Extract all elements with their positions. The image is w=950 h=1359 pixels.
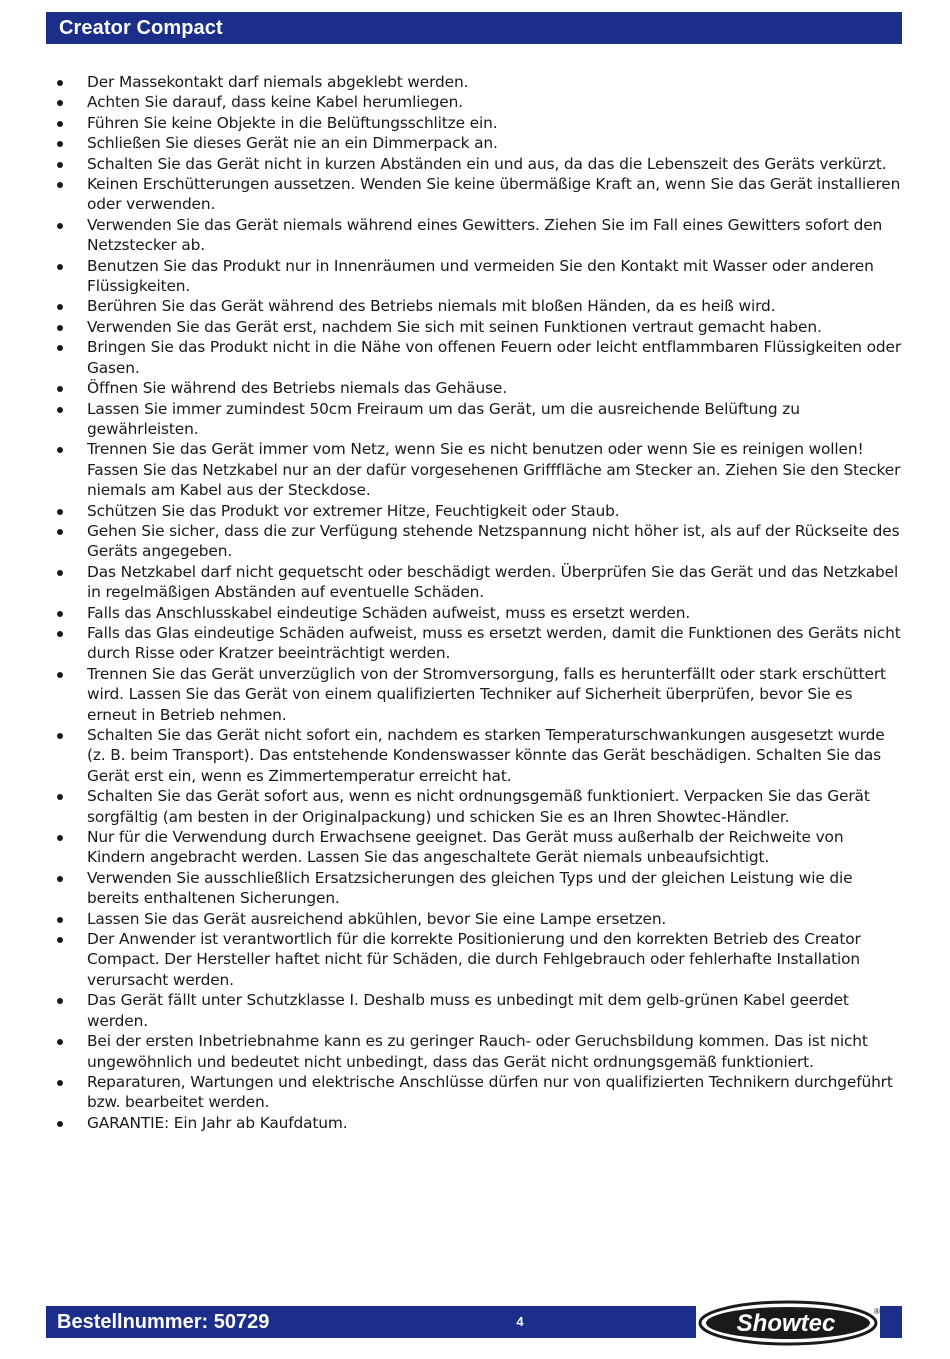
bullet-icon — [57, 794, 63, 800]
bullet-item — [50, 174, 902, 215]
bullet-item — [50, 337, 902, 378]
bullet-text: Keinen Erschütterungen aussetzen. Wenden Sie keine übermäßige Kraft an, wenn Sie das Gerät installieren oder verwenden. — [87, 175, 901, 214]
bullet-icon — [57, 570, 63, 576]
bullet-text: Verwenden Sie ausschließlich Ersatzsicherungen des gleichen Typs und der gleichen Leistung wie die bereits enthaltenen Sicherungen. — [87, 868, 853, 908]
registered-mark: ® — [874, 1307, 880, 1316]
page-header — [46, 12, 902, 44]
bullet-text: Der Massekontakt darf niemals abgeklebt werden. — [87, 73, 469, 91]
logo-text: Showtec — [736, 1310, 836, 1337]
bullet-icon — [57, 835, 63, 841]
bullet-icon — [57, 325, 63, 331]
bullet-item — [50, 1031, 902, 1072]
bullet-text: Trennen Sie das Gerät immer vom Netz, wenn Sie es nicht benutzen oder wenn Sie es reinigen wollen! Fassen Sie das Netzkabel nur an der dafür vorgesehenen Grifffläche am Stecker an. Ziehen Sie den Stecker niemals am Kabel aus der Steckdose. — [87, 440, 901, 500]
showtec-logo — [698, 1300, 882, 1346]
order-number: Bestellnummer: 50729 — [57, 1310, 270, 1333]
bullet-text: Das Netzkabel darf nicht gequetscht oder beschädigt werden. Überprüfen Sie das Gerät und das Netzkabel in regelmäßigen Abständen auf eventuelle Schäden. — [87, 562, 899, 602]
bullet-item — [50, 439, 902, 500]
bullet-text: Berühren Sie das Gerät während des Betriebs niemals mit bloßen Händen, da es heiß wird. — [87, 297, 776, 316]
bullet-text: Führen Sie keine Objekte in die Belüftungsschlitze ein. — [87, 113, 498, 132]
bullet-icon — [57, 998, 63, 1004]
bullet-icon — [57, 121, 63, 127]
bullet-icon — [57, 407, 63, 413]
bullet-icon — [57, 509, 63, 515]
bullet-text: Bei der ersten Inbetriebnahme kann es zu geringer Rauch- oder Geruchsbildung kommen. Das ist nicht ungewöhnlich und bedeutet nicht unbedingt, dass das Gerät nicht ordnungsgemäß funktioniert. — [87, 1032, 868, 1071]
bullet-item — [50, 133, 902, 153]
bullet-text: GARANTIE: Ein Jahr ab Kaufdatum. — [87, 1113, 348, 1132]
bullet-item — [50, 562, 902, 603]
bullet-text: Reparaturen, Wartungen und elektrische Anschlüsse dürfen nur von qualifizierten Technikern durchgeführt bzw. bearbeitet werden. — [87, 1072, 893, 1112]
bullet-icon — [57, 1121, 63, 1127]
bullet-icon — [57, 1039, 63, 1045]
bullet-text: Schalten Sie das Gerät sofort aus, wenn es nicht ordnungsgemäß funktioniert. Verpacken Sie das Gerät sorgfältig (am besten in der Originalpackung) und schicken Sie es an Ihren Showtec-Händler. — [87, 787, 870, 826]
bullet-text: Schalten Sie das Gerät nicht in kurzen Abständen ein und aus, da das die Lebenszeit des Geräts verkürzt. — [87, 154, 887, 173]
bullet-item — [50, 623, 902, 664]
bullet-icon — [57, 345, 63, 351]
bullet-item — [50, 603, 902, 623]
bullet-icon — [57, 182, 63, 188]
bullet-item — [50, 1113, 902, 1133]
bullet-item — [50, 215, 902, 256]
bullet-text: Verwenden Sie das Gerät niemals während eines Gewitters. Ziehen Sie im Fall eines Gewitters sofort den Netzstecker ab. — [87, 215, 883, 255]
bullet-text: Gehen Sie sicher, dass die zur Verfügung stehende Netzspannung nicht höher ist, als auf der Rückseite des Geräts angegeben. — [87, 521, 900, 561]
bullet-item — [50, 113, 902, 133]
bullet-text: Lassen Sie immer zumindest 50cm Freiraum um das Gerät, um die ausreichende Belüftung zu gewährleisten. — [87, 399, 800, 438]
bullet-text: Öffnen Sie während des Betriebs niemals das Gehäuse. — [87, 379, 507, 398]
bullet-icon — [57, 1080, 63, 1086]
bullet-text: Lassen Sie das Gerät ausreichend abkühlen, bevor Sie eine Lampe ersetzen. — [87, 909, 667, 928]
bullet-text: Der Anwender ist verantwortlich für die korrekte Positionierung und den korrekten Betrieb des Creator Compact. Der Hersteller haftet nicht für Schäden, die durch Fehlgebrauch oder fehlerhafte Installation verursacht werden. — [87, 930, 861, 989]
bullet-icon — [57, 733, 63, 739]
bullet-item — [50, 296, 902, 316]
bullet-item — [50, 868, 902, 909]
bullet-item — [50, 725, 902, 786]
bullet-icon — [57, 917, 63, 923]
bullet-text: Benutzen Sie das Produkt nur in Innenräumen und vermeiden Sie den Kontakt mit Wasser oder anderen Flüssigkeiten. — [87, 256, 874, 296]
bullet-item — [50, 929, 902, 990]
bullet-text: Trennen Sie das Gerät unverzüglich von der Stromversorgung, falls es herunterfällt oder stark erschüttert wird. Lassen Sie das Gerät von einem qualifizierten Techniker auf Sicherheit überprüfen, bevor Sie es erneut in Betrieb nehmen. — [87, 664, 886, 724]
bullet-item — [50, 786, 902, 827]
bullet-text: Das Gerät fällt unter Schutzklasse I. Deshalb muss es unbedingt mit dem gelb-grünen Kabel geerdet werden. — [87, 991, 849, 1030]
bullet-item — [50, 399, 902, 440]
bullet-item — [50, 501, 902, 521]
footer-accent-strip — [880, 1306, 902, 1338]
bullet-item — [50, 317, 902, 337]
page-title: Creator Compact — [59, 16, 223, 39]
bullet-text: Falls das Glas eindeutige Schäden aufweist, muss es ersetzt werden, damit die Funktionen des Geräts nicht durch Risse oder Kratzer beeinträchtigt werden. — [87, 623, 901, 663]
page-footer — [46, 1306, 696, 1338]
bullet-item — [50, 827, 902, 868]
bullet-item — [50, 256, 902, 297]
bullet-icon — [57, 162, 63, 168]
bullet-icon — [57, 447, 63, 453]
bullet-item — [50, 664, 902, 725]
bullet-icon — [57, 876, 63, 882]
bullet-item — [50, 154, 902, 174]
bullet-icon — [57, 672, 63, 678]
bullet-icon — [57, 529, 63, 535]
page-number: 4 — [516, 1314, 524, 1329]
bullet-text: Falls das Anschlusskabel eindeutige Schäden aufweist, muss es ersetzt werden. — [87, 603, 691, 622]
bullet-text: Nur für die Verwendung durch Erwachsene geeignet. Das Gerät muss außerhalb der Reichweite von Kindern angebracht werden. Lassen Sie das angeschaltete Gerät niemals unbeaufsichtigt. — [87, 828, 844, 867]
bullet-icon — [57, 631, 63, 637]
bullet-item — [50, 909, 902, 929]
bullet-text: Achten Sie darauf, dass keine Kabel herumliegen. — [87, 93, 463, 112]
bullet-text: Schließen Sie dieses Gerät nie an ein Dimmerpack an. — [87, 134, 498, 153]
bullet-item — [50, 1072, 902, 1113]
bullet-item — [50, 92, 902, 112]
bullet-icon — [57, 611, 63, 617]
safety-bullet-list — [50, 72, 902, 1133]
bullet-item — [50, 72, 902, 92]
bullet-icon — [57, 100, 63, 106]
bullet-icon — [57, 386, 63, 392]
bullet-text: Verwenden Sie das Gerät erst, nachdem Sie sich mit seinen Funktionen vertraut gemacht haben. — [87, 317, 822, 336]
bullet-icon — [57, 304, 63, 310]
bullet-icon — [57, 141, 63, 147]
bullet-icon — [57, 264, 63, 270]
bullet-item — [50, 990, 902, 1031]
bullet-text: Schalten Sie das Gerät nicht sofort ein, nachdem es starken Temperaturschwankungen ausgesetzt wurde (z. B. beim Transport). Das entstehende Kondenswasser könnte das Gerät beschädigen. Schalten Sie das Gerät erst ein, wenn es Zimmertemperatur erreicht hat. — [87, 726, 885, 785]
bullet-item — [50, 521, 902, 562]
bullet-icon — [57, 937, 63, 943]
bullet-text: Bringen Sie das Produkt nicht in die Nähe von offenen Feuern oder leicht entflammbaren Flüssigkeiten oder Gasen. — [87, 338, 901, 377]
bullet-text: Schützen Sie das Produkt vor extremer Hitze, Feuchtigkeit oder Staub. — [87, 501, 620, 520]
bullet-icon — [57, 80, 63, 86]
bullet-item — [50, 378, 902, 398]
bullet-icon — [57, 223, 63, 229]
